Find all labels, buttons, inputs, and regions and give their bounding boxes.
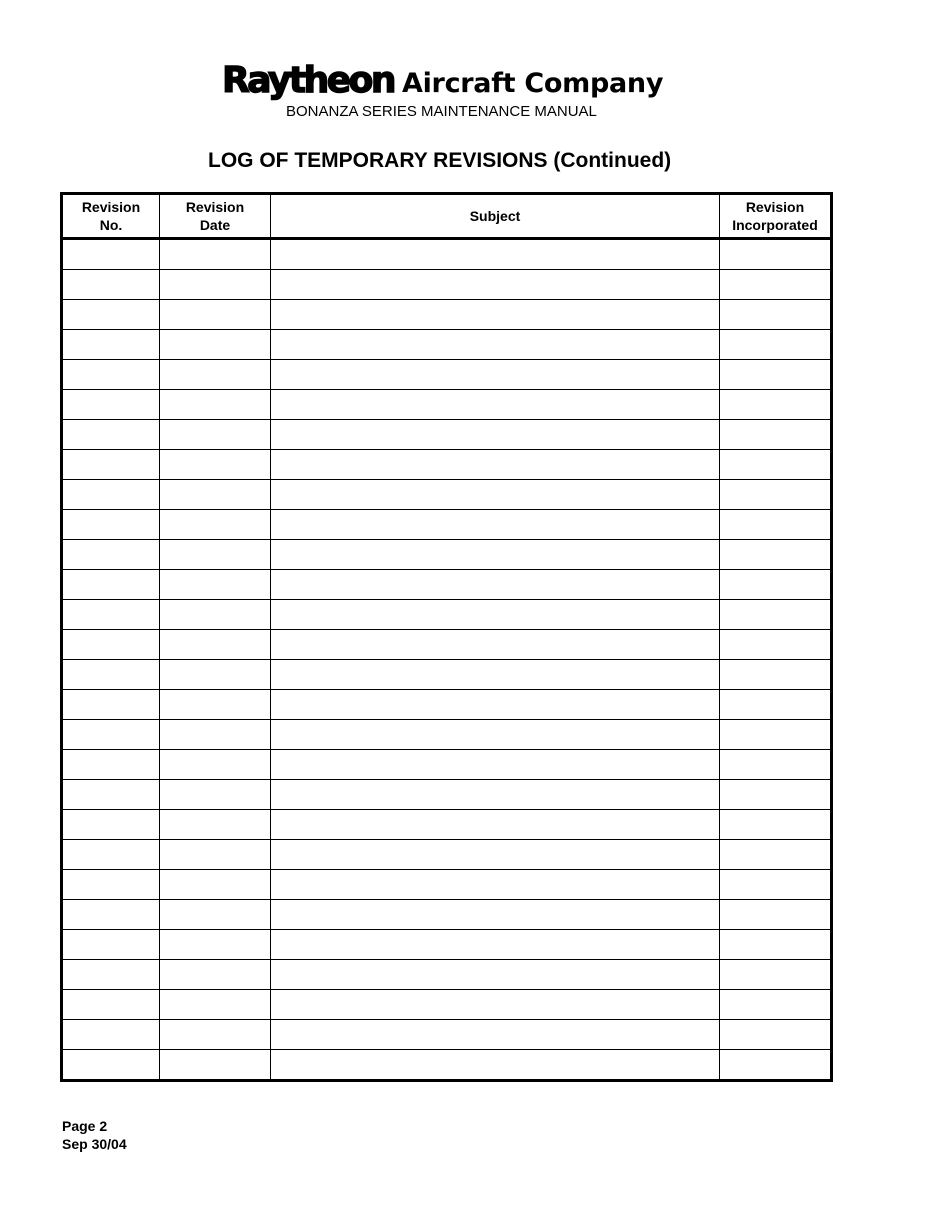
subject-cell <box>271 390 720 420</box>
revision-incorporated-cell <box>720 900 832 930</box>
subject-cell <box>271 750 720 780</box>
table-row <box>62 840 832 870</box>
company-name: Aircraft Company <box>402 68 664 99</box>
subject-cell <box>271 960 720 990</box>
subject-cell <box>271 810 720 840</box>
subject-cell <box>271 300 720 330</box>
subject-cell <box>271 600 720 630</box>
subject-cell <box>271 630 720 660</box>
subject-cell <box>271 900 720 930</box>
table-row <box>62 510 832 540</box>
table-row <box>62 239 832 270</box>
subject-cell <box>271 690 720 720</box>
revision-no-cell <box>62 750 160 780</box>
revision-date-cell <box>160 1050 271 1081</box>
revision-incorporated-cell <box>720 360 832 390</box>
revision-date-cell <box>160 270 271 300</box>
revision-no-cell <box>62 540 160 570</box>
revision-incorporated-cell <box>720 570 832 600</box>
subject-cell <box>271 239 720 270</box>
subject-cell <box>271 1050 720 1081</box>
brand-header <box>222 60 663 101</box>
raytheon-logo: Raytheon <box>222 60 394 101</box>
subject-cell <box>271 930 720 960</box>
revision-incorporated-cell <box>720 300 832 330</box>
table-row <box>62 420 832 450</box>
revision-date-cell <box>160 510 271 540</box>
revision-date-cell <box>160 720 271 750</box>
revision-date-cell <box>160 690 271 720</box>
table-row <box>62 690 832 720</box>
revision-no-cell <box>62 780 160 810</box>
revision-incorporated-cell <box>720 990 832 1020</box>
table-row <box>62 450 832 480</box>
revision-incorporated-cell <box>720 270 832 300</box>
subject-cell <box>271 450 720 480</box>
table-row <box>62 870 832 900</box>
revision-incorporated-cell <box>720 720 832 750</box>
revision-no-cell <box>62 420 160 450</box>
subject-cell <box>271 1020 720 1050</box>
revision-no-cell <box>62 1050 160 1081</box>
revision-no-cell <box>62 960 160 990</box>
revision-incorporated-cell <box>720 420 832 450</box>
subject-cell <box>271 660 720 690</box>
manual-name: BONANZA SERIES MAINTENANCE MANUAL <box>286 103 597 120</box>
table-row <box>62 960 832 990</box>
revision-date-cell <box>160 450 271 480</box>
revision-no-cell <box>62 330 160 360</box>
subject-cell <box>271 510 720 540</box>
revision-incorporated-cell <box>720 540 832 570</box>
revision-date: Sep 30/04 <box>62 1136 127 1152</box>
subject-cell <box>271 870 720 900</box>
revision-date-cell <box>160 840 271 870</box>
revision-no-cell <box>62 600 160 630</box>
revision-date-cell <box>160 750 271 780</box>
revision-no-cell <box>62 239 160 270</box>
subject-cell <box>271 270 720 300</box>
revision-incorporated-cell <box>720 870 832 900</box>
table-row <box>62 300 832 330</box>
revision-incorporated-cell <box>720 1050 832 1081</box>
revision-date-cell <box>160 239 271 270</box>
page-footer <box>62 1117 127 1153</box>
revision-incorporated-cell <box>720 600 832 630</box>
revision-date-cell <box>160 600 271 630</box>
revision-date-cell <box>160 990 271 1020</box>
revision-incorporated-cell <box>720 450 832 480</box>
revision-date-cell <box>160 390 271 420</box>
revision-date-cell <box>160 1020 271 1050</box>
revision-incorporated-cell <box>720 930 832 960</box>
revision-date-cell <box>160 960 271 990</box>
revision-incorporated-cell <box>720 239 832 270</box>
revision-date-cell <box>160 810 271 840</box>
table-row <box>62 1020 832 1050</box>
table-row <box>62 900 832 930</box>
revision-date-cell <box>160 930 271 960</box>
revision-no-cell <box>62 300 160 330</box>
table-row <box>62 390 832 420</box>
revision-no-cell <box>62 870 160 900</box>
revision-no-cell <box>62 690 160 720</box>
revision-date-cell <box>160 630 271 660</box>
subject-cell <box>271 840 720 870</box>
table-row <box>62 600 832 630</box>
column-header-revision-no: Revision No. <box>62 194 160 239</box>
table-row <box>62 990 832 1020</box>
revision-no-cell <box>62 630 160 660</box>
table-body <box>62 239 832 1081</box>
revision-incorporated-cell <box>720 660 832 690</box>
column-header-revision-date: Revision Date <box>160 194 271 239</box>
table-row <box>62 810 832 840</box>
revision-date-cell <box>160 330 271 360</box>
revision-no-cell <box>62 510 160 540</box>
table-row <box>62 630 832 660</box>
subject-cell <box>271 720 720 750</box>
revision-date-cell <box>160 360 271 390</box>
revision-incorporated-cell <box>720 390 832 420</box>
table-row <box>62 930 832 960</box>
column-header-subject: Subject <box>271 194 720 239</box>
revision-date-cell <box>160 660 271 690</box>
page-number: Page 2 <box>62 1118 108 1134</box>
table-row <box>62 660 832 690</box>
subject-cell <box>271 420 720 450</box>
revision-incorporated-cell <box>720 840 832 870</box>
table-row <box>62 540 832 570</box>
revision-incorporated-cell <box>720 960 832 990</box>
revisions-log-table <box>60 192 833 1082</box>
revision-no-cell <box>62 270 160 300</box>
revision-incorporated-cell <box>720 330 832 360</box>
revision-date-cell <box>160 870 271 900</box>
revision-date-cell <box>160 570 271 600</box>
revision-no-cell <box>62 450 160 480</box>
revision-no-cell <box>62 660 160 690</box>
subject-cell <box>271 570 720 600</box>
subject-cell <box>271 540 720 570</box>
revision-date-cell <box>160 420 271 450</box>
table-row <box>62 780 832 810</box>
revision-no-cell <box>62 840 160 870</box>
revision-incorporated-cell <box>720 510 832 540</box>
revision-no-cell <box>62 570 160 600</box>
subject-cell <box>271 480 720 510</box>
table-row <box>62 480 832 510</box>
revision-incorporated-cell <box>720 750 832 780</box>
table-row <box>62 720 832 750</box>
revision-no-cell <box>62 990 160 1020</box>
revision-date-cell <box>160 540 271 570</box>
revision-no-cell <box>62 360 160 390</box>
revision-incorporated-cell <box>720 630 832 660</box>
revision-no-cell <box>62 720 160 750</box>
revision-date-cell <box>160 480 271 510</box>
revision-incorporated-cell <box>720 480 832 510</box>
revision-date-cell <box>160 780 271 810</box>
table-row <box>62 750 832 780</box>
table-row <box>62 270 832 300</box>
table-row <box>62 1050 832 1081</box>
revision-no-cell <box>62 930 160 960</box>
revision-no-cell <box>62 1020 160 1050</box>
table-row <box>62 360 832 390</box>
table-row <box>62 570 832 600</box>
revision-no-cell <box>62 810 160 840</box>
revision-date-cell <box>160 900 271 930</box>
revision-no-cell <box>62 900 160 930</box>
revision-incorporated-cell <box>720 810 832 840</box>
page-title: LOG OF TEMPORARY REVISIONS (Continued) <box>208 149 672 172</box>
revision-no-cell <box>62 480 160 510</box>
table-header-row <box>62 194 832 239</box>
subject-cell <box>271 360 720 390</box>
table-row <box>62 330 832 360</box>
revision-incorporated-cell <box>720 780 832 810</box>
subject-cell <box>271 990 720 1020</box>
revision-incorporated-cell <box>720 690 832 720</box>
column-header-revision-incorporated: Revision Incorporated <box>720 194 832 239</box>
revision-incorporated-cell <box>720 1020 832 1050</box>
subject-cell <box>271 330 720 360</box>
revision-date-cell <box>160 300 271 330</box>
revision-no-cell <box>62 390 160 420</box>
subject-cell <box>271 780 720 810</box>
